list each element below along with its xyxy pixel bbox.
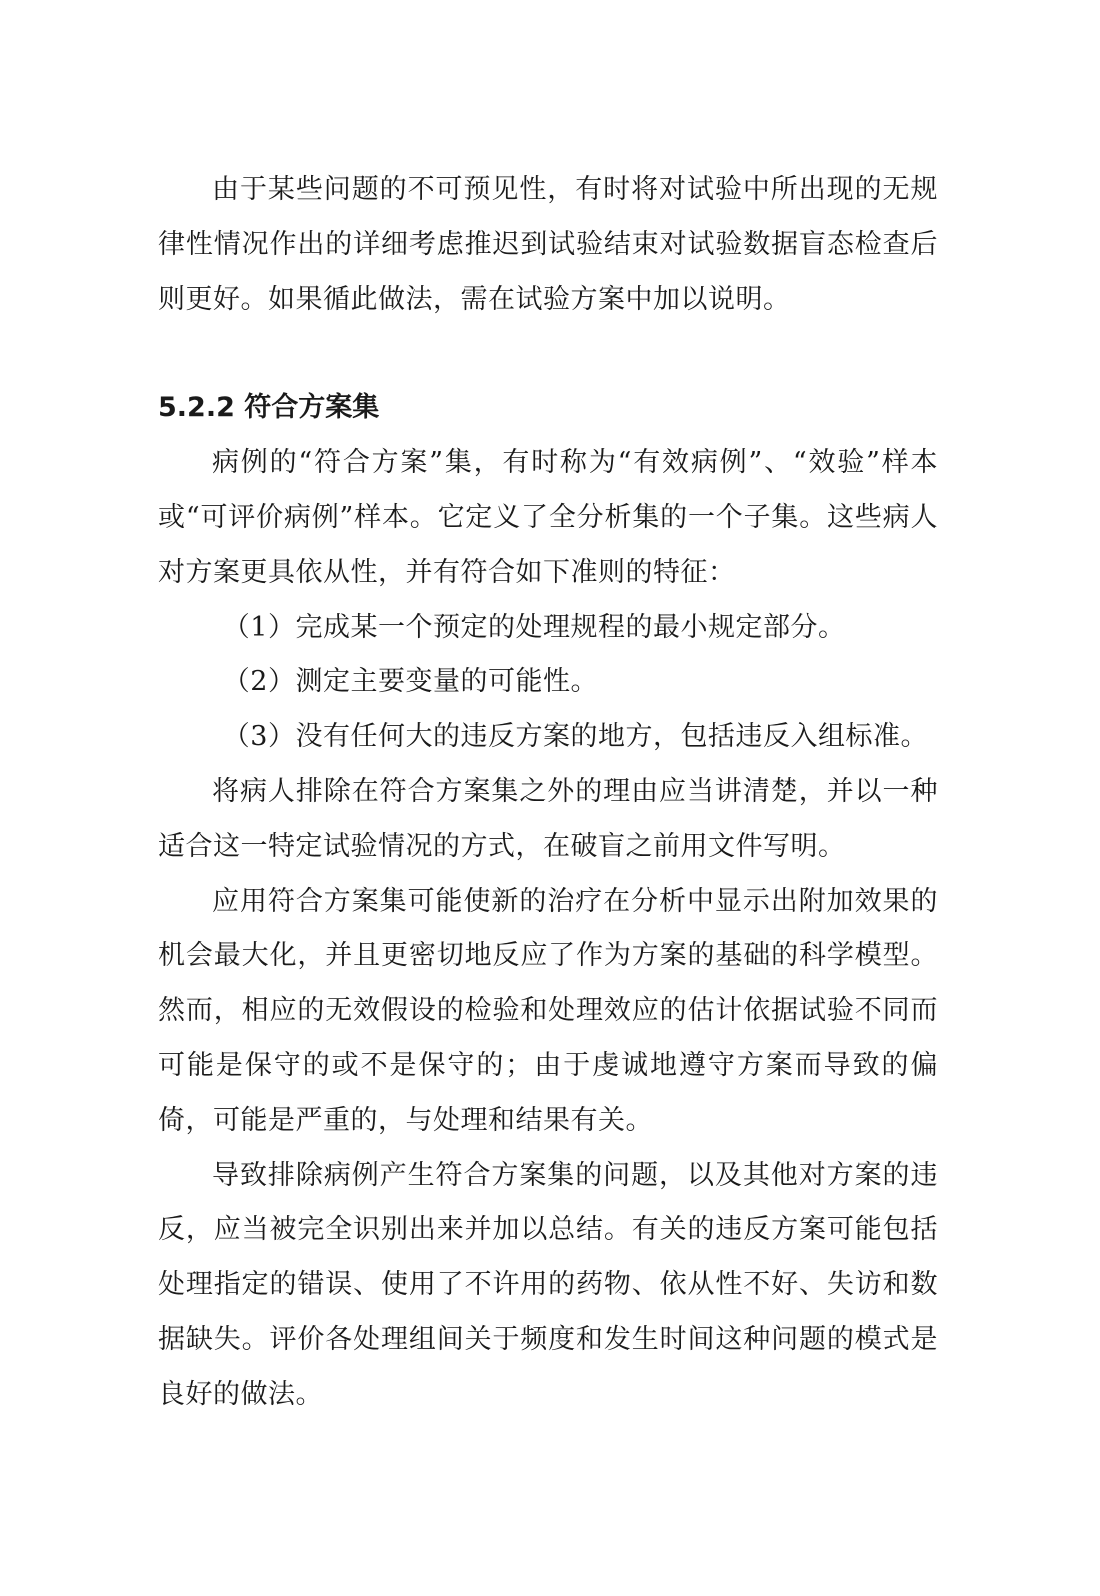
section-gap [158,327,938,381]
page-content [158,163,938,1423]
violations-paragraph: 导致排除病例产生符合方案集的问题，以及其他对方案的违反，应当被完全识别出来并加以总结。有关的违反方案可能包括处理指定的错误、使用了不许用的药物、依从性不好、失访和数据缺失。评价各处理组间关于频度和发生时间这种问题的模式是良好的做法。 [158,1159,938,1410]
criterion-item-2: （2）测定主要变量的可能性。 [222,666,598,698]
section-heading: 5.2.2 符合方案集 [158,392,380,424]
definition-paragraph: 病例的“符合方案”集，有时称为“有效病例”、“效验”样本或“可评价病例”样本。它定义了全分析集的一个子集。这些病人对方案更具依从性，并有符合如下准则的特征： [158,447,938,588]
usage-paragraph: 应用符合方案集可能使新的治疗在分析中显示出附加效果的机会最大化，并且更密切地反应了作为方案的基础的科学模型。然而，相应的无效假设的检验和处理效应的估计依据试验不同而可能是保守的或不是保守的；由于虔诚地遵守方案而导致的偏倚，可能是严重的，与处理和结果有关。 [158,885,938,1136]
exclusion-paragraph: 将病人排除在符合方案集之外的理由应当讲清楚，并以一种适合这一特定试验情况的方式，在破盲之前用文件写明。 [158,775,938,862]
criterion-item-3: （3）没有任何大的违反方案的地方，包括违反入组标准。 [222,721,928,753]
intro-paragraph: 由于某些问题的不可预见性，有时将对试验中所出现的无规律性情况作出的详细考虑推迟到试验结束对试验数据盲态检查后则更好。如果循此做法，需在试验方案中加以说明。 [158,174,938,315]
criterion-item-1: （1）完成某一个预定的处理规程的最小规定部分。 [222,611,846,643]
